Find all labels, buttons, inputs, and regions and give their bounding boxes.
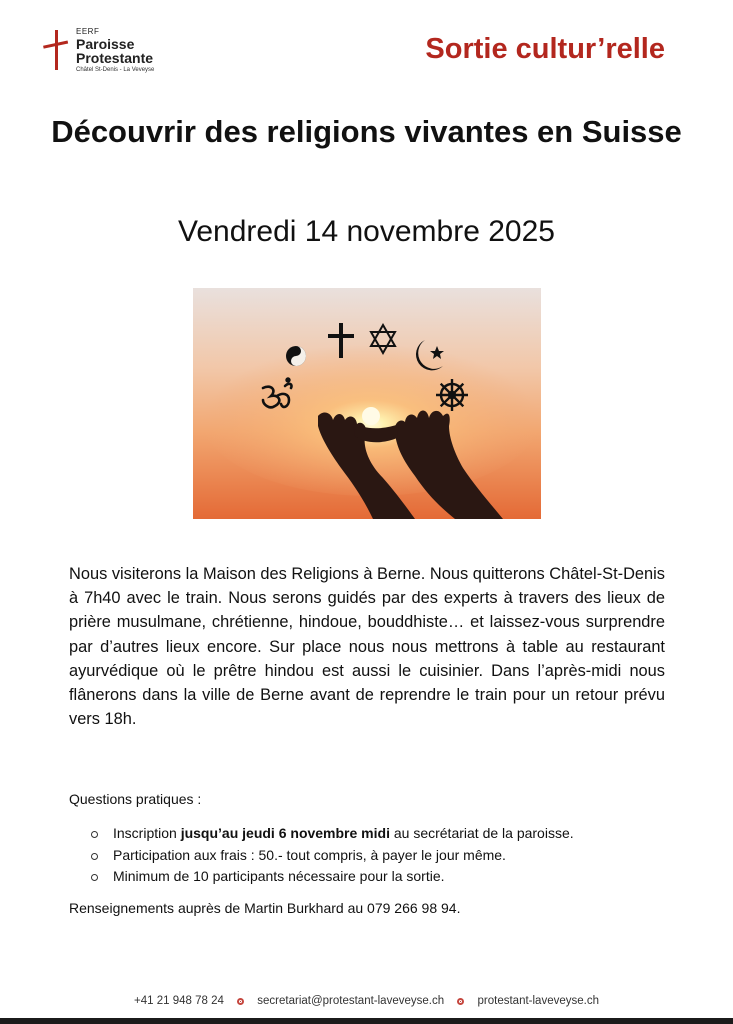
logo-org: EERF <box>76 27 100 36</box>
yin-yang-icon <box>286 346 306 366</box>
contact-info: Renseignements auprès de Martin Burkhard au 079 266 98 94. <box>69 900 461 916</box>
cross-logo-icon <box>42 28 72 72</box>
questions-heading: Questions pratiques : <box>69 791 202 807</box>
description-paragraph: Nous visiterons la Maison des Religions à Berne. Nous quitterons Châtel-St-Denis à 7h40 avec le train. Nous serons guidés par des experts à travers des lieux de prière musulmane, chrétienne, hindoue, bouddhiste… et laissez-vous surprendre par d’autres lieux encore. Sur place nous nous mettrons à table au restaurant ayurvédique où le prêtre hindou est aussi le cuisinier. Dans l’après-midi nous flânerons dans la ville de Berne avant de reprendre le train pour un retour prévu vers 18h. <box>69 565 665 729</box>
dharma-wheel-icon <box>436 379 468 411</box>
footer <box>0 995 733 1007</box>
list-item <box>91 866 574 888</box>
item-text-before: Inscription <box>113 825 181 841</box>
footer-website[interactable]: protestant-laveveyse.ch <box>477 995 599 1007</box>
bullet-circle-icon <box>91 831 98 838</box>
page-title: Découvrir des religions vivantes en Suisse <box>51 114 682 149</box>
list-item <box>91 823 574 845</box>
footer-separator-icon <box>237 998 244 1005</box>
parish-logo <box>40 26 180 76</box>
footer-separator-icon <box>457 998 464 1005</box>
bullet-circle-icon <box>91 874 98 881</box>
footer-email[interactable]: secretariat@protestant-laveveyse.ch <box>257 995 445 1007</box>
hero-image <box>193 288 541 519</box>
outing-label: Sortie cultur’relle <box>425 33 665 65</box>
bullet-circle-icon <box>91 853 98 860</box>
logo-line2: Protestante <box>76 50 154 66</box>
sunset-hands-illustration <box>193 288 541 519</box>
item-text-bold: jusqu’au jeudi 6 novembre midi <box>180 825 390 841</box>
questions-list <box>91 823 574 888</box>
list-item <box>91 845 574 867</box>
item-text: Participation aux frais : 50.- tout compris, à payer le jour même. <box>113 846 506 863</box>
footer-phone[interactable]: +41 21 948 78 24 <box>134 995 224 1007</box>
logo-line1: Paroisse <box>76 36 135 52</box>
logo-subtitle: Châtel St-Denis - La Veveyse <box>76 67 155 73</box>
event-date: Vendredi 14 novembre 2025 <box>178 215 555 248</box>
bottom-bar <box>0 1018 733 1024</box>
item-text: Minimum de 10 participants nécessaire pour la sortie. <box>113 868 445 884</box>
item-text-after: au secrétariat de la paroisse. <box>389 825 574 841</box>
